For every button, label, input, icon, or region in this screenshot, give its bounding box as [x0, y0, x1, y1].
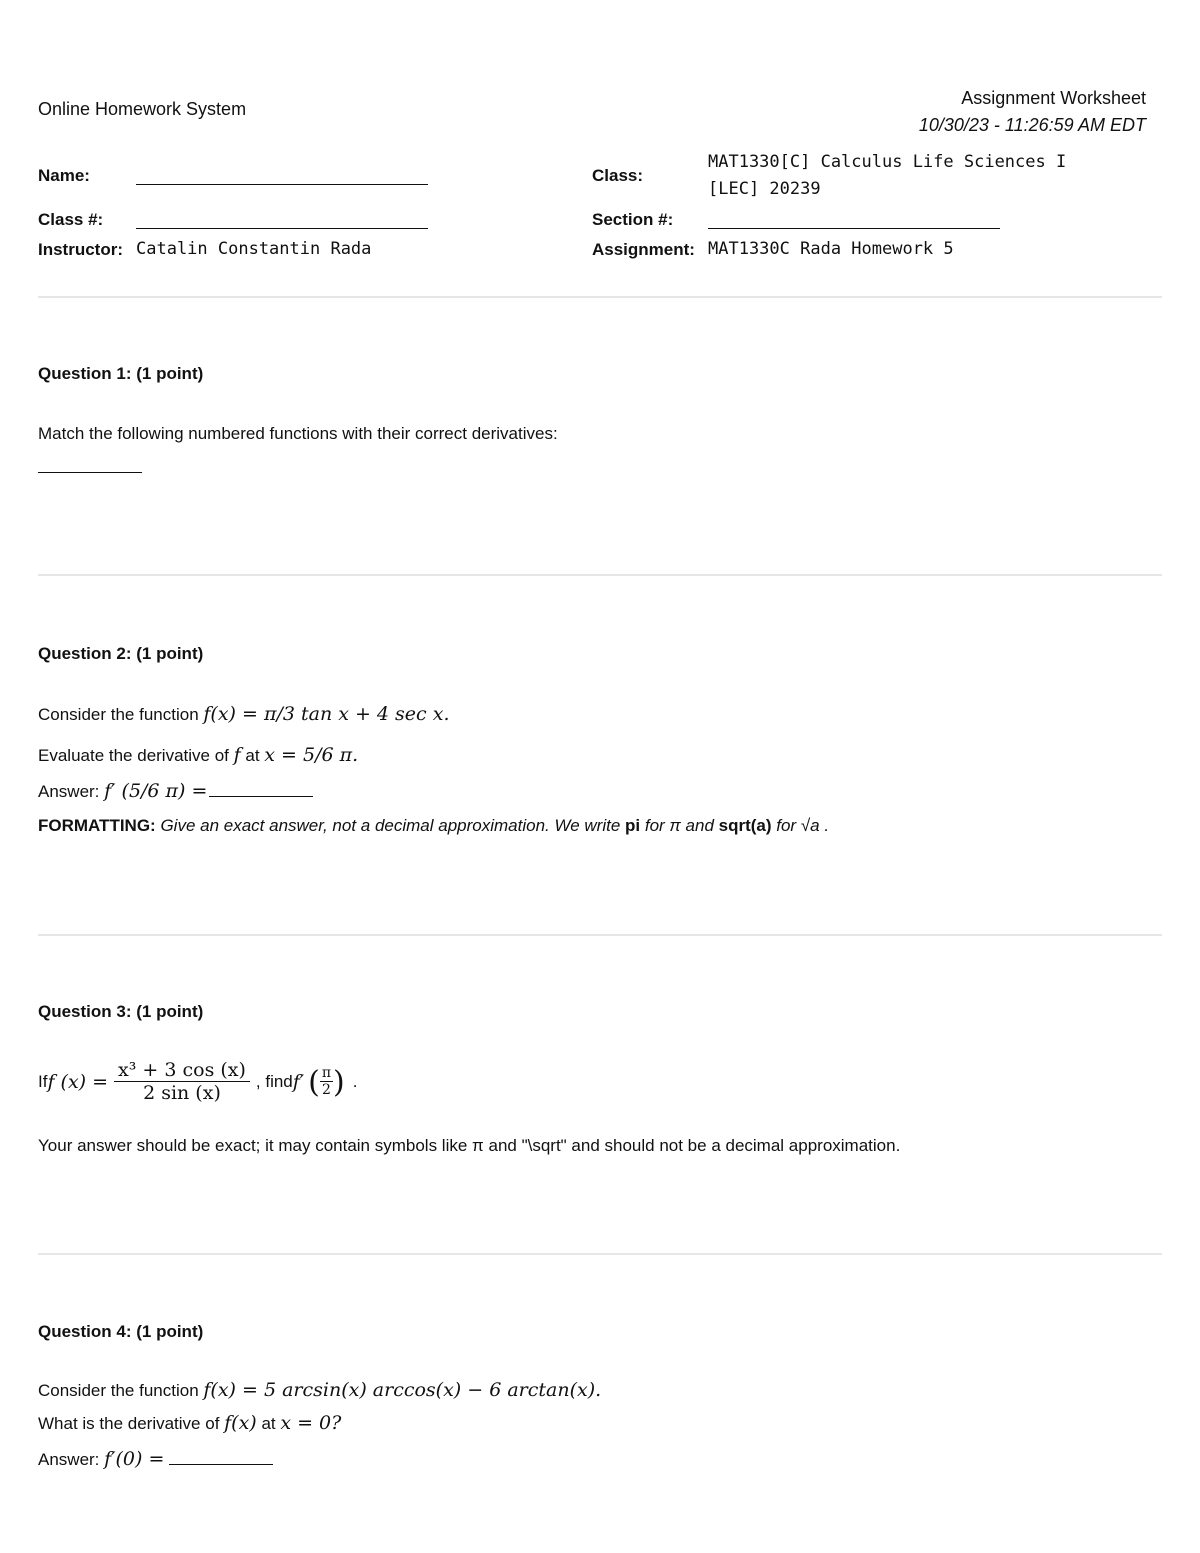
- question-2-function: f(x) = π/3 tan x + 4 sec x.: [203, 703, 450, 725]
- class-value-line1: MAT1330[C] Calculus Life Sciences I: [708, 152, 1067, 172]
- worksheet-title: Assignment Worksheet: [961, 88, 1146, 108]
- formatting-sqrt: sqrt(a): [718, 816, 772, 835]
- formatting-text-3: for √a .: [771, 816, 830, 835]
- formatting-text-2: for π and: [640, 816, 719, 835]
- question-4-answer-blank[interactable]: [169, 1450, 273, 1465]
- formatting-pi: pi: [625, 816, 641, 835]
- formatting-text-1: Give an exact answer, not a decimal approximation. We write: [160, 816, 626, 835]
- question-1-text: Match the following numbered functions with their correct derivatives:: [38, 424, 558, 443]
- question-3-title: Question 3: (1 point): [38, 1002, 204, 1021]
- class-label: Class:: [592, 166, 644, 185]
- left-paren: (: [308, 1064, 320, 1100]
- question-2-line-3: [38, 780, 313, 802]
- question-2-formatting: [38, 816, 829, 836]
- right-paren: ): [333, 1064, 345, 1100]
- question-3-find: , find: [255, 1072, 293, 1092]
- question-1-title: Question 1: (1 point): [38, 364, 204, 383]
- divider: [38, 934, 1162, 936]
- assignment-label: Assignment:: [592, 240, 695, 259]
- question-2-f: f: [233, 744, 241, 766]
- question-2-line-1-text: Consider the function: [38, 705, 204, 724]
- section-field[interactable]: [708, 214, 1000, 229]
- question-3-fraction: [114, 1060, 250, 1105]
- section-label: Section #:: [592, 210, 674, 229]
- system-title: Online Homework System: [38, 99, 247, 119]
- question-2-line-2-mid: at: [240, 746, 265, 765]
- instructor-label: Instructor:: [38, 240, 123, 259]
- question-2-line-2-text: Evaluate the derivative of: [38, 746, 234, 765]
- question-3-fprime: f′: [292, 1071, 305, 1094]
- question-4-line-1: [38, 1379, 601, 1401]
- worksheet-header: [919, 85, 1146, 139]
- assignment-value: MAT1330C Rada Homework 5: [708, 239, 954, 259]
- question-4-line-1-text: Consider the function: [38, 1381, 204, 1400]
- question-3-note: Your answer should be exact; it may contain symbols like π and "\sqrt" and should not be a decimal approximation.: [38, 1136, 901, 1155]
- question-1-answer-blank[interactable]: [38, 458, 142, 473]
- question-4-line-3: [38, 1448, 273, 1470]
- question-2-answer-label: Answer:: [38, 782, 105, 801]
- question-4-line-2: [38, 1412, 341, 1434]
- divider: [38, 296, 1162, 298]
- name-field[interactable]: [136, 170, 428, 185]
- class-value-line2: [LEC] 20239: [708, 179, 821, 199]
- question-2-point: x = 5/6 π.: [264, 744, 359, 766]
- name-label: Name:: [38, 166, 90, 185]
- question-4-line-2-mid: at: [256, 1414, 281, 1433]
- class-num-label: Class #:: [38, 210, 104, 229]
- question-4-fx: f(x): [224, 1412, 257, 1434]
- question-2-answer-expr: f′ (5/6 π) =: [104, 780, 208, 802]
- instructor-value: Catalin Constantin Rada: [136, 239, 372, 259]
- question-4-point: x = 0?: [280, 1412, 342, 1434]
- period: .: [352, 1072, 358, 1092]
- question-3-expression: [38, 1060, 358, 1105]
- question-4-function: f(x) = 5 arcsin(x) arccos(x) − 6 arctan(x).: [203, 1379, 602, 1401]
- question-4-title: Question 4: (1 point): [38, 1322, 204, 1341]
- question-3-arg-denominator: 2: [321, 1082, 331, 1099]
- question-2-answer-blank[interactable]: [209, 782, 313, 797]
- question-3-argument: [320, 1066, 333, 1099]
- question-3-numerator: x³ + 3 cos (x): [114, 1060, 250, 1082]
- question-2-line-2: [38, 744, 358, 766]
- question-4-answer-expr: f′(0) =: [104, 1448, 165, 1470]
- formatting-label: FORMATTING:: [38, 816, 156, 835]
- question-4-answer-label: Answer:: [38, 1450, 105, 1469]
- timestamp: 10/30/23 - 11:26:59 AM EDT: [918, 115, 1146, 135]
- divider: [38, 574, 1162, 576]
- divider: [38, 1253, 1162, 1255]
- question-3-prefix: If: [38, 1072, 48, 1092]
- question-2-title: Question 2: (1 point): [38, 644, 204, 663]
- question-4-line-2-text: What is the derivative of: [38, 1414, 225, 1433]
- question-3-arg-numerator: π: [321, 1064, 332, 1081]
- question-3-denominator: 2 sin (x): [143, 1081, 221, 1104]
- question-3-fx: f (x) =: [47, 1071, 109, 1094]
- question-2-line-1: [38, 703, 450, 725]
- class-num-field[interactable]: [136, 214, 428, 229]
